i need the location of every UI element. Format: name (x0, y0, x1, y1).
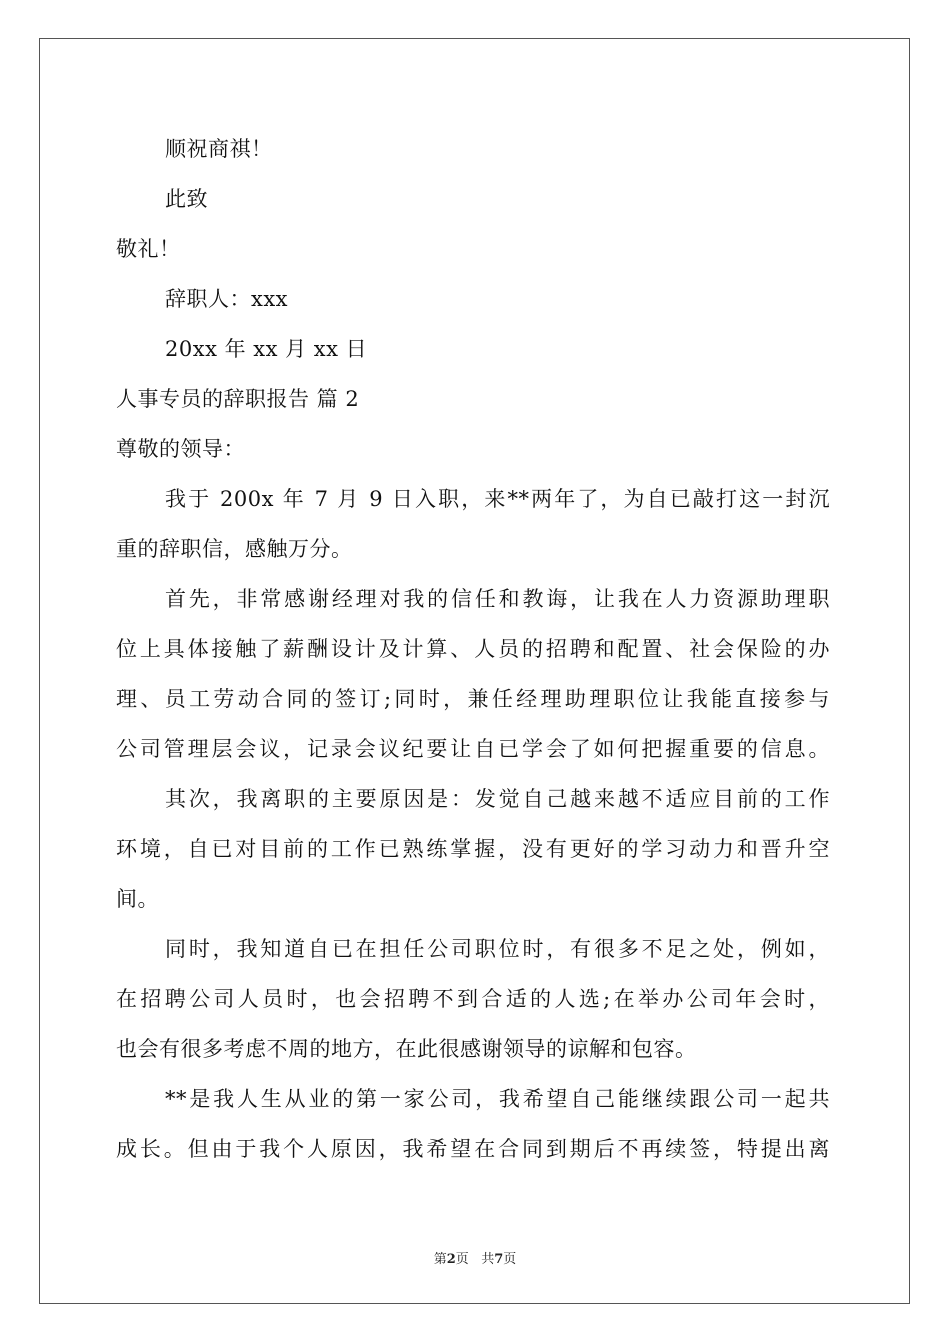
page-suffix: 页 (455, 1252, 469, 1267)
paragraph-line: 也会有很多考虑不周的地方，在此很感谢领导的谅解和包容。 (116, 1037, 697, 1061)
total-pages: 7 (494, 1252, 504, 1267)
date-line: 20xx 年 xx 月 xx 日 (165, 337, 368, 361)
page-border (39, 38, 910, 1304)
paragraph-line: 理、员工劳动合同的签订;同时，兼任经理助理职位让我能直接参与 (116, 687, 830, 711)
closing-to: 此致 (165, 187, 208, 211)
closing-salute: 敬礼！ (116, 237, 181, 261)
paragraph-line: 重的辞职信，感触万分。 (116, 537, 353, 561)
paragraph-line: 首先，非常感谢经理对我的信任和教诲，让我在人力资源助理职 (165, 587, 830, 611)
section-title: 人事专员的辞职报告 篇 2 (116, 387, 360, 411)
paragraph-line: **是我人生从业的第一家公司，我希望自己能继续跟公司一起共 (165, 1087, 830, 1111)
page-footer (0, 1248, 950, 1267)
total-suffix: 页 (503, 1252, 517, 1267)
total-prefix: 共 (481, 1252, 495, 1267)
page-number: 2 (446, 1252, 456, 1267)
paragraph-line: 同时，我知道自已在担任公司职位时，有很多不足之处，例如， (165, 937, 830, 961)
paragraph-line: 环境，自已对目前的工作已熟练掌握，没有更好的学习动力和晋升空 (116, 837, 830, 861)
paragraph-line: 公司管理层会议，记录会议纪要让自已学会了如何把握重要的信息。 (116, 737, 830, 761)
paragraph-line: 成长。但由于我个人原因，我希望在合同到期后不再续签，特提出离 (116, 1137, 830, 1161)
paragraph-line: 间。 (116, 887, 159, 911)
signer-line: 辞职人：xxx (165, 287, 289, 311)
closing-wish: 顺祝商祺！ (165, 137, 273, 161)
page-prefix: 第 (433, 1252, 447, 1267)
paragraph-line: 我于 200x 年 7 月 9 日入职，来**两年了，为自已敲打这一封沉 (165, 487, 830, 511)
paragraph-line: 其次，我离职的主要原因是：发觉自己越来越不适应目前的工作 (165, 787, 830, 811)
paragraph-line: 位上具体接触了薪酬设计及计算、人员的招聘和配置、社会保险的办 (116, 637, 830, 661)
paragraph-line: 在招聘公司人员时，也会招聘不到合适的人选;在举办公司年会时， (116, 987, 830, 1011)
greeting: 尊敬的领导： (116, 437, 245, 461)
